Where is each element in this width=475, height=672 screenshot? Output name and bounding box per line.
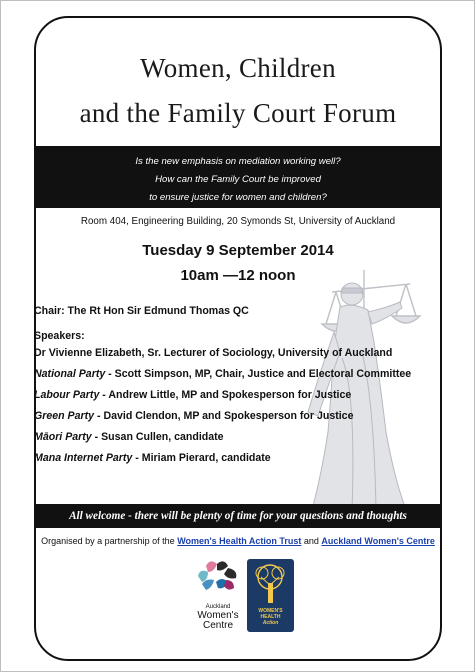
- speaker-item: [34, 431, 224, 443]
- lady-justice-icon: [282, 262, 427, 512]
- banner-line-2: How can the Family Court be improved: [155, 174, 321, 185]
- wha-line-3: Action: [262, 620, 279, 626]
- welcome-banner: All welcome - there will be plenty of time for your questions and thoughts: [34, 504, 442, 528]
- womens-health-action-link[interactable]: Women's Health Action Trust: [177, 536, 302, 546]
- chair-line: Chair: The Rt Hon Sir Edmund Thomas QC: [34, 305, 249, 317]
- title-line-1: Women, Children: [140, 53, 336, 83]
- speakers-label: Speakers:: [34, 330, 85, 342]
- awc-small-text: Auckland: [205, 604, 231, 610]
- speaker-detail: - David Clendon, MP and Spokesperson for Justice: [94, 410, 354, 422]
- organised-prefix: Organised by a partnership of the: [41, 536, 178, 546]
- speaker-item: [34, 347, 392, 359]
- wha-line-2: HEALTH: [260, 614, 281, 620]
- speaker-item: [34, 452, 271, 464]
- speaker-detail: - Scott Simpson, MP, Chair, Justice and Electoral Committee: [105, 368, 412, 380]
- speaker-detail: Dr Vivienne Elizabeth, Sr. Lecturer of Sociology, University of Auckland: [34, 347, 393, 359]
- awc-line-2: Centre: [202, 620, 233, 631]
- awc-line-1: Women's: [197, 610, 239, 621]
- womens-health-action-logo: [247, 559, 294, 632]
- organised-by-line: [34, 536, 442, 546]
- speaker-item: [34, 410, 353, 422]
- speaker-detail: - Andrew Little, MP and Spokesperson for Justice: [99, 389, 352, 401]
- speaker-party: Green Party: [34, 410, 95, 422]
- wha-wordmark: [247, 608, 294, 626]
- speaker-item: [34, 389, 351, 401]
- event-date: Tuesday 9 September 2014: [142, 242, 334, 259]
- title-line-2: and the Family Court Forum: [79, 98, 397, 128]
- speaker-party: Māori Party: [34, 431, 92, 443]
- banner-line-1: Is the new emphasis on mediation working well?: [135, 156, 341, 167]
- speaker-party: Mana Internet Party: [34, 452, 133, 464]
- auckland-womens-centre-link[interactable]: Auckland Women's Centre: [321, 536, 435, 546]
- venue: Room 404, Engineering Building, 20 Symonds St, University of Auckland: [80, 216, 396, 227]
- speaker-party: Labour Party: [34, 389, 100, 401]
- speaker-party: National Party: [34, 368, 106, 380]
- speaker-detail: - Miriam Pierard, candidate: [132, 452, 271, 464]
- tree-icon: [247, 559, 294, 605]
- organised-middle: and: [301, 536, 322, 546]
- auckland-womens-centre-wordmark: [183, 604, 253, 631]
- speaker-detail: - Susan Cullen, candidate: [91, 431, 224, 443]
- wha-line-1: WOMEN'S: [258, 608, 283, 614]
- questions-banner: [34, 146, 442, 208]
- event-time: 10am —12 noon: [180, 267, 296, 284]
- speaker-item: [34, 368, 411, 380]
- banner-line-3: to ensure justice for women and children?: [149, 192, 327, 203]
